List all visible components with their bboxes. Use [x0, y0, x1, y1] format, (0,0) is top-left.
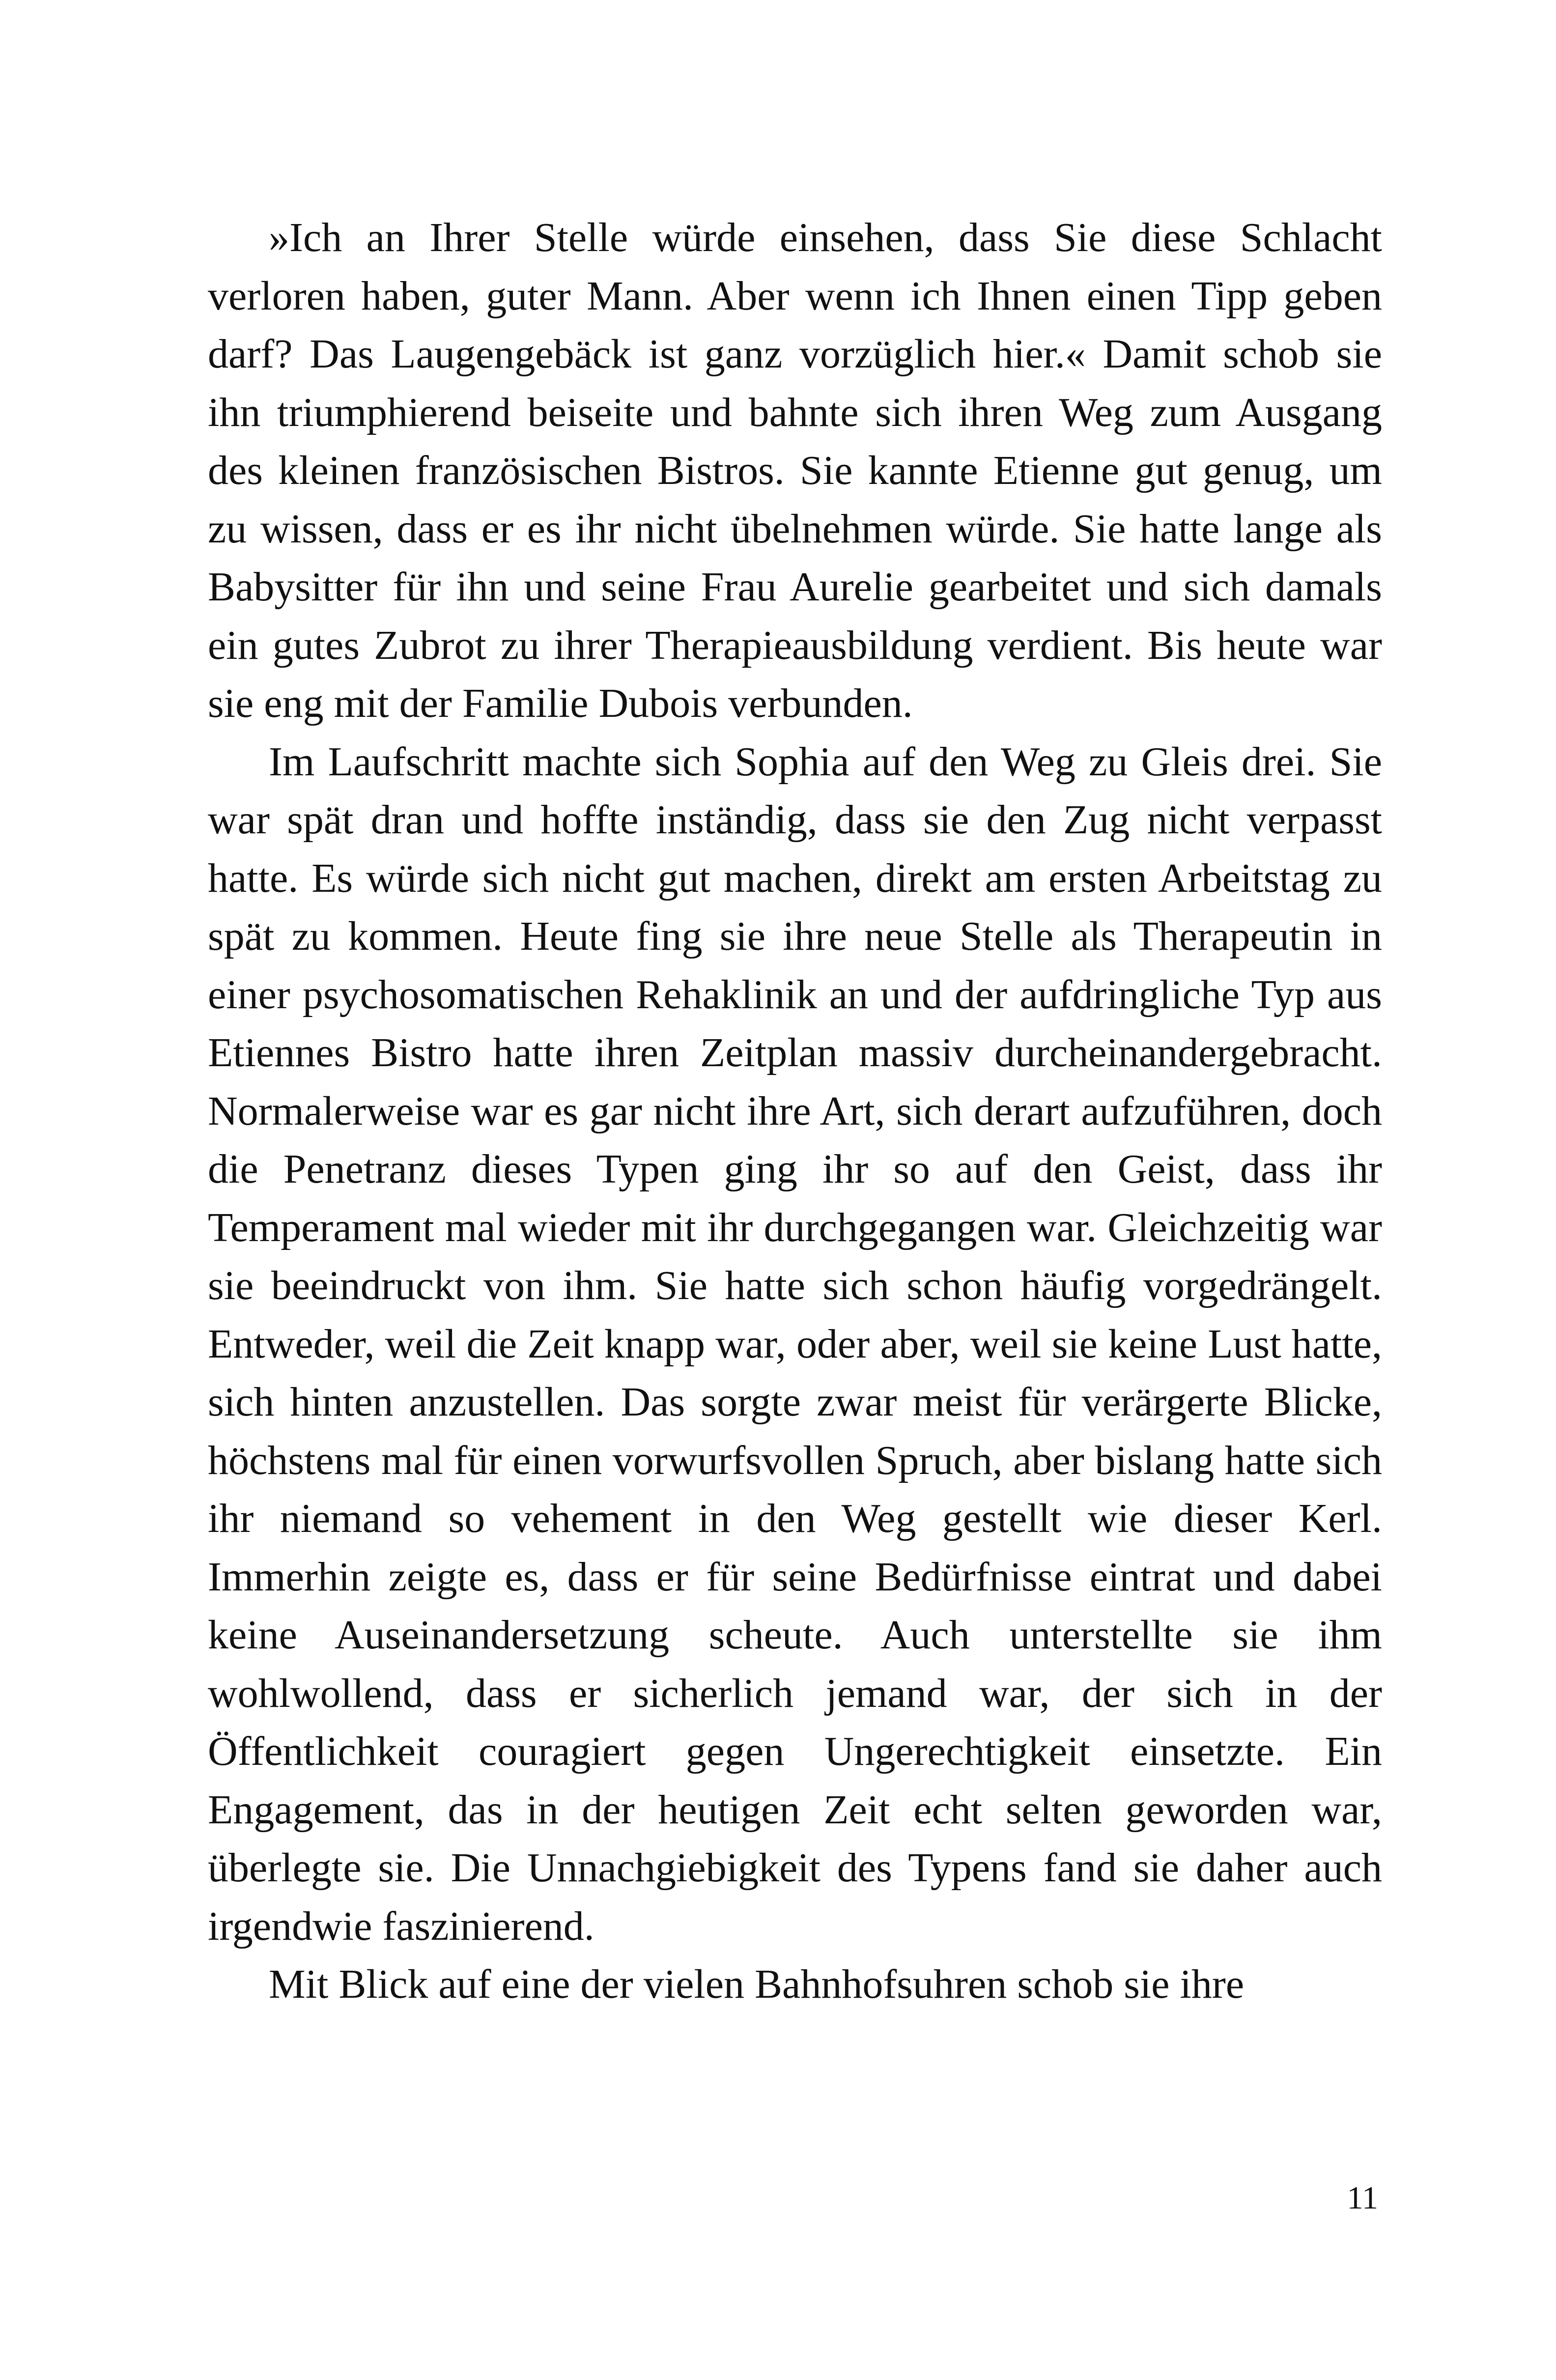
paragraph-1: »Ich an Ihrer Stelle würde einsehen, dass Sie diese Schlacht verloren haben, guter Mann. Aber wenn ich Ihnen einen Tipp geben darf? Das Laugengebäck ist ganz vorzüglich hier.« Damit schob sie ihn triumphierend beiseite und bahnte sich ihren Weg zum Ausgang des kleinen französischen Bistros. Sie kannte Etienne gut genug, um zu wissen, dass er es ihr nicht übelnehmen würde. Sie hatte lange als Babysitter für ihn und seine Frau Aurelie gearbeitet und sich damals ein gutes Zubrot zu ihrer Therapieausbildung verdient. Bis heute war sie eng mit der Familie Dubois verbunden. — [208, 215, 1382, 726]
page-number: 11 — [1347, 2180, 1378, 2216]
paragraph-3: Mit Blick auf eine der vielen Bahnhofsuhren schob sie ihre — [269, 1961, 1245, 2007]
body-text — [208, 209, 1382, 2014]
paragraph-2: Im Laufschritt machte sich Sophia auf den Weg zu Gleis drei. Sie war spät dran und hoffte inständig, dass sie den Zug nicht verpasst hatte. Es würde sich nicht gut machen, direkt am ersten Arbeitstag zu spät zu kommen. Heute fing sie ihre neue Stelle als Therapeutin in einer psychosomatischen Rehaklinik an und der aufdringliche Typ aus Etiennes Bistro hatte ihren Zeitplan massiv durcheinandergebracht. Normalerweise war es gar nicht ihre Art, sich derart aufzuführen, doch die Penetranz dieses Typen ging ihr so auf den Geist, dass ihr Temperament mal wieder mit ihr durchgegangen war. Gleichzeitig war sie beeindruckt von ihm. Sie hatte sich schon häufig vorgedrängelt. Entweder, weil die Zeit knapp war, oder aber, weil sie keine Lust hatte, sich hinten anzustellen. Das sorgte zwar meist für verärgerte Blicke, höchstens mal für einen vorwurfsvollen Spruch, aber bislang hatte sich ihr niemand so vehement in den Weg gestellt wie dieser Kerl. Immerhin zeigte es, dass er für seine Bedürfnisse eintrat und dabei keine Auseinandersetzung scheute. Auch unterstellte sie ihm wohlwollend, dass er sicherlich jemand war, der sich in der Öffentlichkeit couragiert gegen Ungerechtigkeit einsetzte. Ein Engagement, das in der heutigen Zeit echt selten geworden war, überlegte sie. Die Unnachgiebigkeit des Typens fand sie daher auch irgendwie faszinierend. — [208, 738, 1382, 1949]
